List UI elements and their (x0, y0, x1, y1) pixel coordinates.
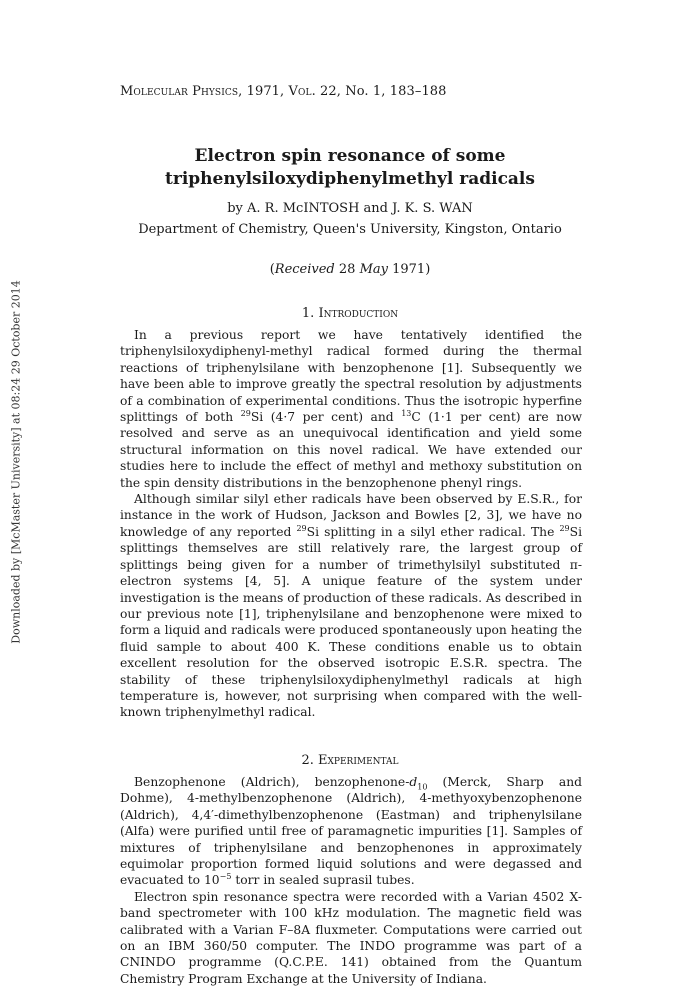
text-run: (Merck, Sharp and Dohme), 4-methylbenzophenone (Aldrich), 4-methyoxybenzophenone (Aldrich), 4,4′-dimethylbenzophenone (Eastman) and triphenylsilane (Alfa) were purified until free of paramagnetic impurities [1]. Samples of mixtures of triphenylsilane and benzophenones in approximately equimolar proportion formed liquid solutions and were degassed and evacuated to 10 (120, 775, 582, 888)
text-run: Although similar silyl ether radicals have been observed by E.S.R., for instance in the work of Hudson, Jackson and Bowles [2, 3], we have no knowledge of any reported (120, 492, 582, 539)
paragraph (120, 889, 582, 987)
download-watermark-text: Downloaded by [McMaster University] at 08:24 29 October 2014 (9, 280, 23, 644)
paragraph (120, 327, 582, 491)
received-open: ( (269, 262, 275, 277)
text-run: Benzophenone (Aldrich), benzophenone- (134, 775, 410, 789)
deuterium-symbol: d (409, 775, 418, 789)
journal-year: , 1971, (238, 84, 289, 99)
paragraph (120, 774, 582, 889)
isotope-mass: 29 (240, 408, 251, 418)
authors: by A. R. McINTOSH and J. K. S. WAN (227, 201, 473, 216)
journal-citation (120, 84, 447, 99)
paper-title-line-1: Electron spin resonance of some (194, 146, 506, 166)
isotope-mass: 13 (401, 408, 412, 418)
received-word: Received (274, 262, 335, 277)
received-day: 28 (334, 262, 360, 277)
section-number: 1. (301, 306, 319, 321)
text-run: Si (4·7 per cent) and (250, 410, 402, 425)
affiliation: Department of Chemistry, Queen's University, Kingston, Ontario (138, 222, 562, 237)
paper-title-line-2: triphenylsiloxydiphenylmethyl radicals (165, 169, 535, 189)
exponent: −5 (219, 872, 232, 882)
subscript: 10 (417, 782, 428, 792)
text-run: Si splitting in a silyl ether radical. The (306, 524, 560, 539)
experimental-body (120, 774, 582, 987)
text-run: Electron spin resonance spectra were recorded with a Varian 4502 X-band spectrometer with 100 kHz modulation. The magnetic field was calibrated with a Varian F–8A fluxmeter. Computations were carried out on an IBM 360/50 computer. The INDO programme was part of a CNINDO programme (Q.C.P.E. 141) obtained from the Quantum Chemistry Program Exchange at the University of Indiana. (120, 889, 582, 986)
journal-issue-pages: 22, No. 1, 183–188 (315, 84, 447, 99)
section-title: Experimental (318, 753, 399, 768)
section-heading-introduction (120, 306, 580, 321)
journal-volume-label: Vol. (288, 84, 316, 99)
received-month: May (359, 262, 388, 277)
isotope-mass: 29 (559, 523, 570, 533)
section-number: 2. (301, 753, 319, 768)
introduction-body (120, 327, 582, 721)
text-run: torr in sealed suprasil tubes. (231, 873, 415, 888)
download-watermark (6, 280, 26, 644)
received-date (120, 262, 580, 277)
paragraph (120, 491, 582, 721)
text-run: C (1·1 per cent) are now resolved and serve as an unequivocal identification and yield some structural information on this novel radical. We have extended our studies here to include the effect of methyl and methoxy substitution on the spin density distributions in the benzophenone phenyl rings. (120, 410, 582, 490)
text-run: In a previous report we have tentatively identified the triphenylsiloxydiphenyl-methyl radical formed during the thermal reactions of triphenylsilane with benzophenone [1]. Subsequently we have been able to improve greatly the spectral resolution by adjustments of a combination of experimental conditions. Thus the isotropic hyperfine splittings of both (120, 328, 582, 425)
text-run: Si splittings themselves are still relatively rare, the largest group of splittings being given for a number of trimethylsilyl substituted π-electron systems [4, 5]. A unique feature of the system under investigation is the means of production of these radicals. As described in our previous note [1], triphenylsilane and benzophenone were mixed to form a liquid and radicals were produced spontaneously upon heating the fluid sample to about 400 K. These conditions enable us to obtain excellent resolution for the observed isotropic E.S.R. spectra. The stability of these triphenylsiloxydiphenylmethyl radicals at high temperature is, however, not surprising when compared with the well-known triphenylmethyl radical. (120, 524, 582, 720)
isotope-mass: 29 (296, 523, 307, 533)
received-year: 1971) (387, 262, 431, 277)
journal-name: Molecular Physics (120, 84, 239, 99)
section-heading-experimental (120, 753, 580, 768)
section-title: Introduction (318, 306, 399, 321)
